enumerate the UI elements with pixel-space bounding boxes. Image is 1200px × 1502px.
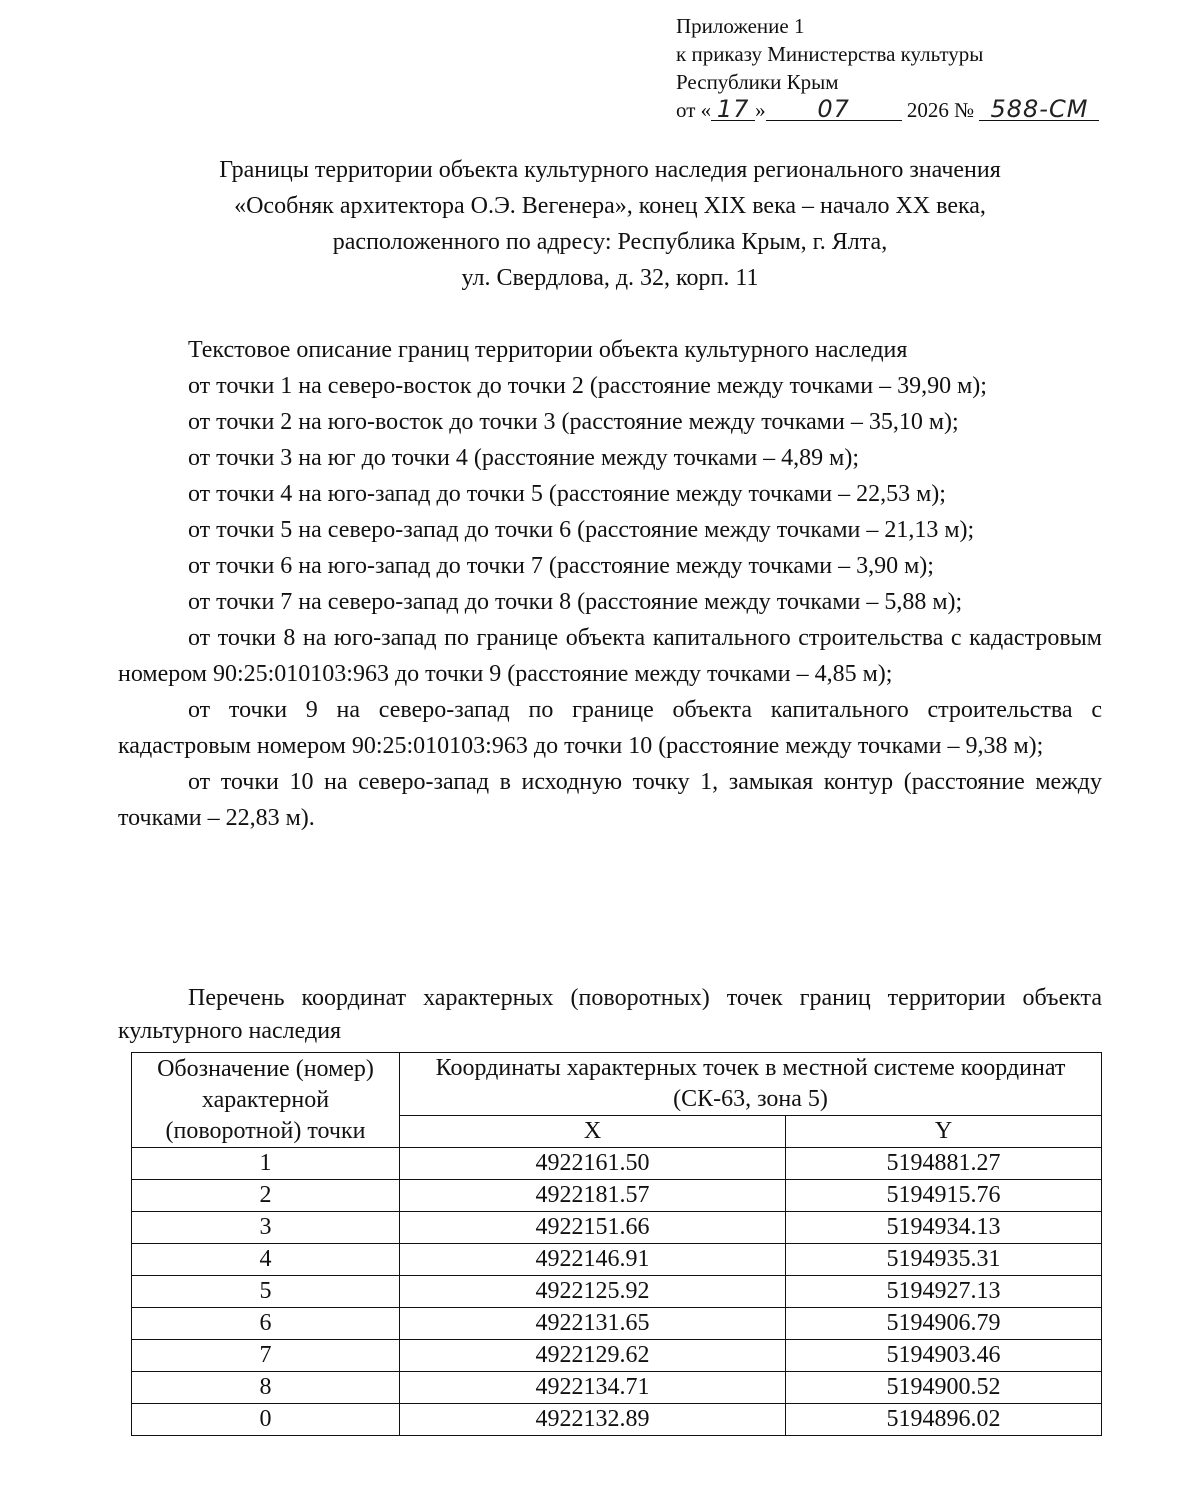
table-row: [132, 1180, 1102, 1212]
coord-x: 4922131.65: [400, 1308, 786, 1340]
table-row: [132, 1372, 1102, 1404]
point-number: 3: [132, 1212, 400, 1244]
header-x: X: [400, 1116, 786, 1148]
coord-y: 5194881.27: [786, 1148, 1102, 1180]
header-coordinates: Координаты характерных точек в местной системе координат (СК-63, зона 5): [400, 1053, 1102, 1116]
description-item: от точки 6 на юго-запад до точки 7 (расстояние между точками – 3,90 м);: [188, 553, 934, 579]
header-y: Y: [786, 1116, 1102, 1148]
coordinates-caption: Перечень координат характерных (поворотных) точек границ территории объекта культурного наследия: [118, 985, 1102, 1044]
point-number: 5: [132, 1276, 400, 1308]
description-item: от точки 5 на северо-запад до точки 6 (расстояние между точками – 21,13 м);: [188, 517, 975, 543]
annex-republic: Республики Крым: [676, 70, 839, 94]
date-year: 2026 №: [906, 98, 975, 122]
description-item: от точки 3 на юг до точки 4 (расстояние между точками – 4,89 м);: [188, 445, 860, 471]
date-day-handwritten: 17: [711, 98, 755, 121]
point-number: 2: [132, 1180, 400, 1212]
table-row: [132, 1340, 1102, 1372]
description-item: от точки 1 на северо-восток до точки 2 (расстояние между точками – 39,90 м);: [188, 373, 987, 399]
point-number: 8: [132, 1372, 400, 1404]
description-item: от точки 8 на юго-запад по границе объекта капитального строительства с кадастровым номером 90:25:010103:963 до точки 9 (расстояние между точками – 4,85 м);: [118, 625, 1102, 687]
annex-date-line: [676, 96, 1099, 124]
coord-x: 4922161.50: [400, 1148, 786, 1180]
coord-x: 4922132.89: [400, 1404, 786, 1436]
coord-x: 4922181.57: [400, 1180, 786, 1212]
coord-x: 4922146.91: [400, 1244, 786, 1276]
title-line-1: Границы территории объекта культурного наследия регионального значения: [219, 157, 1001, 183]
coord-y: 5194906.79: [786, 1308, 1102, 1340]
point-number: 7: [132, 1340, 400, 1372]
description-item: от точки 4 на юго-запад до точки 5 (расстояние между точками – 22,53 м);: [188, 481, 946, 507]
description-item: от точки 7 на северо-запад до точки 8 (расстояние между точками – 5,88 м);: [188, 589, 963, 615]
coord-x: 4922129.62: [400, 1340, 786, 1372]
title-line-2: «Особняк архитектора О.Э. Вегенера», конец XIX века – начало XX века,: [234, 193, 986, 219]
point-number: 0: [132, 1404, 400, 1436]
coord-y: 5194927.13: [786, 1276, 1102, 1308]
coord-y: 5194935.31: [786, 1244, 1102, 1276]
coord-y: 5194900.52: [786, 1372, 1102, 1404]
coordinates-table: [131, 1052, 1102, 1436]
coord-x: 4922134.71: [400, 1372, 786, 1404]
description-item: от точки 9 на северо-запад по границе объекта капитального строительства с кадастровым номером 90:25:010103:963 до точки 10 (расстояние между точками – 9,38 м);: [118, 697, 1102, 759]
point-number: 1: [132, 1148, 400, 1180]
order-number-handwritten: 588-СМ: [979, 98, 1099, 121]
description-item: от точки 10 на северо-запад в исходную точку 1, замыкая контур (расстояние между точками – 22,83 м).: [118, 769, 1102, 831]
table-header-row: [132, 1053, 1102, 1116]
table-row: [132, 1404, 1102, 1436]
coord-x: 4922125.92: [400, 1276, 786, 1308]
coord-x: 4922151.66: [400, 1212, 786, 1244]
coord-y: 5194903.46: [786, 1340, 1102, 1372]
table-row: [132, 1148, 1102, 1180]
coord-y: 5194896.02: [786, 1404, 1102, 1436]
description-heading: Текстовое описание границ территории объекта культурного наследия: [188, 337, 908, 363]
annex-header: [676, 12, 1099, 124]
coord-y: 5194934.13: [786, 1212, 1102, 1244]
date-month-handwritten: 07: [766, 98, 902, 121]
table-row: [132, 1244, 1102, 1276]
annex-order-ref: к приказу Министерства культуры: [676, 42, 984, 66]
table-row: [132, 1308, 1102, 1340]
header-point-number: Обозначение (номер) характерной (поворотной) точки: [132, 1053, 400, 1148]
point-number: 4: [132, 1244, 400, 1276]
boundary-description: [118, 332, 1102, 836]
date-mid: »: [755, 98, 766, 122]
annex-title: Приложение 1: [676, 14, 805, 38]
table-row: [132, 1276, 1102, 1308]
date-prefix: от «: [676, 98, 712, 122]
point-number: 6: [132, 1308, 400, 1340]
description-item: от точки 2 на юго-восток до точки 3 (расстояние между точками – 35,10 м);: [188, 409, 959, 435]
title-line-3: расположенного по адресу: Республика Крым, г. Ялта,: [332, 229, 888, 255]
document-title: [120, 152, 1100, 296]
title-line-4: ул. Свердлова, д. 32, корп. 11: [461, 265, 759, 291]
coord-y: 5194915.76: [786, 1180, 1102, 1212]
table-row: [132, 1212, 1102, 1244]
